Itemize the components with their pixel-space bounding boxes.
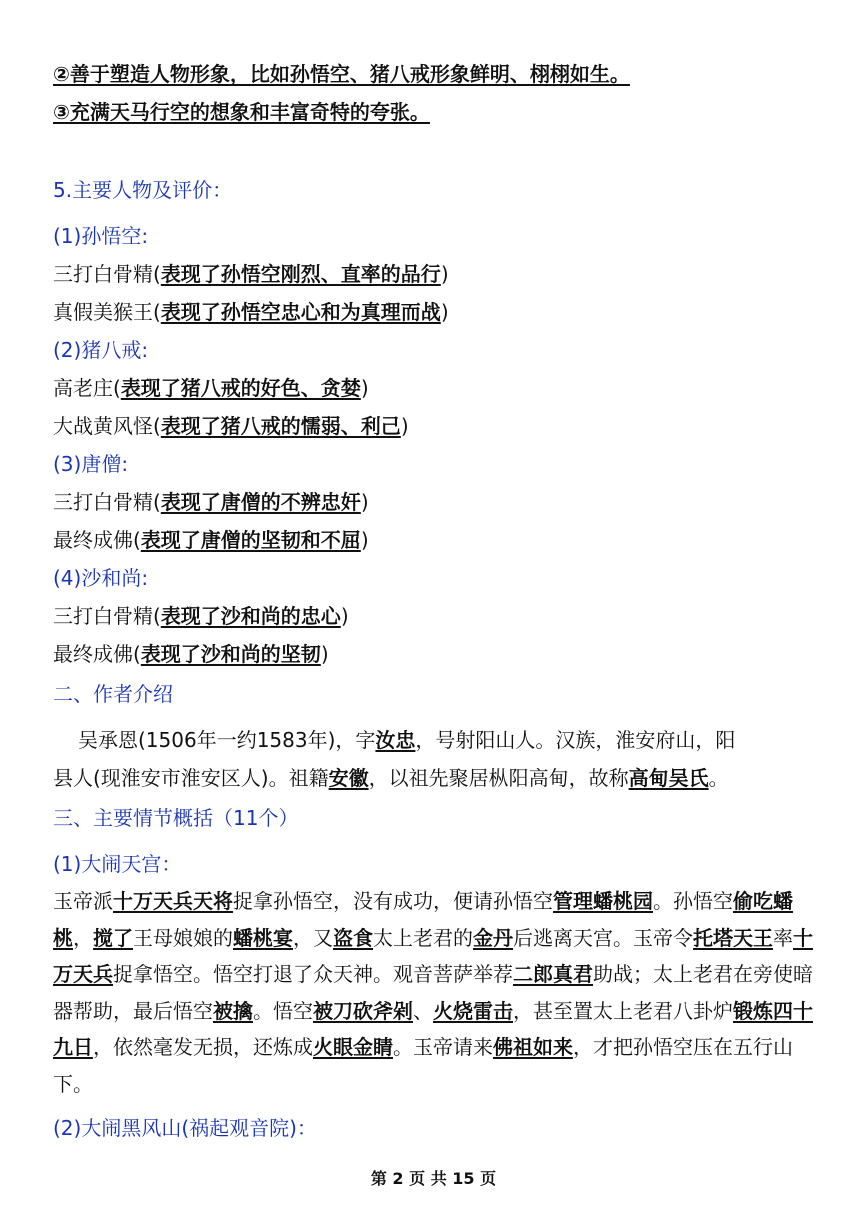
plot-text: 。孙悟空 (653, 889, 733, 913)
feature-line-3: ③充满天马行空的想象和丰富奇特的夸张。 (53, 100, 430, 124)
keyword-underlined: 盗食 (333, 925, 373, 950)
plot-text: 率 (773, 925, 793, 950)
plot-text: 王母娘娘的 (133, 925, 233, 950)
plot-text: 。悟空 (253, 998, 313, 1023)
plot-text: ，依然毫发无损，还炼成 (93, 1035, 313, 1059)
character-item: 三打白骨精(表现了唐僧的不辨忠奸) (53, 490, 369, 514)
section-heading: 二、作者介绍 (53, 682, 173, 706)
character-item: 真假美猴王(表现了孙悟空忠心和为真理而战) (53, 300, 449, 324)
keyword-underlined: 十万天兵天将 (113, 889, 233, 913)
plot-paragraph (53, 883, 823, 1102)
character-name: (2)猪八戒: (53, 338, 149, 362)
keyword-underlined: 托塔天王 (693, 925, 773, 950)
keyword-underlined: 火烧雷击 (433, 998, 513, 1023)
character-item: 三打白骨精(表现了沙和尚的忠心) (53, 604, 349, 628)
character-item: 三打白骨精(表现了孙悟空刚烈、直率的品行) (53, 262, 449, 286)
keyword-underlined: 火眼金睛 (313, 1035, 393, 1059)
keyword-underlined: 二郎真君 (513, 962, 593, 986)
keyword-underlined: 蟠桃宴 (233, 925, 293, 950)
character-item: 大战黄风怪(表现了猪八戒的懦弱、利己) (53, 414, 409, 438)
keyword-underlined: 被刀砍斧剁 (313, 998, 413, 1023)
plot-text: 助战；太上老君在旁使暗器帮助，最后悟空 (53, 962, 813, 1023)
character-item: 最终成佛(表现了沙和尚的坚韧) (53, 642, 329, 666)
character-name: (4)沙和尚: (53, 566, 149, 590)
keyword-underlined: 被擒 (213, 998, 253, 1023)
plot-text: ， (73, 925, 93, 950)
plot-text: 、 (413, 998, 433, 1023)
character-item: 高老庄(表现了猪八戒的好色、贪婪) (53, 376, 369, 400)
plot-text: ，又 (293, 925, 333, 950)
keyword-underlined: 搅了 (93, 925, 133, 950)
character-name: (1)孙悟空: (53, 224, 149, 248)
page-footer: 第 2 页 共 15 页 (370, 1169, 497, 1188)
plot-subheading: (1)大闹天宫： (53, 852, 182, 876)
keyword-underlined: 佛祖如来 (493, 1035, 573, 1059)
plot-text: ，才把孙悟空压在五行山下。 (53, 1035, 793, 1096)
plot-text: 捉拿孙悟空，没有成功，便请孙悟空 (233, 889, 553, 913)
keyword-underlined: 管理蟠桃园 (553, 889, 653, 913)
keyword-underlined: 金丹 (473, 925, 513, 950)
section-heading: 5.主要人物及评价： (53, 178, 233, 202)
plot-text: 太上老君的 (373, 925, 473, 950)
feature-line-2: ②善于塑造人物形象，比如孙悟空、猪八戒形象鲜明、栩栩如生。 (53, 62, 630, 86)
plot-text: ，甚至置太上老君八卦炉 (513, 998, 733, 1023)
plot-text: 后逃离天宫。玉帝令 (513, 925, 693, 950)
author-paragraph-line-2: 县人(现淮安市淮安区人)。祖籍安徽，以祖先聚居枞阳高甸，故称高甸吴氏。 (53, 766, 729, 790)
keyword-underlined: 偷吃蟠桃 (53, 889, 793, 950)
section-heading: 三、主要情节概括（11个） (53, 806, 299, 830)
plot-text: 。玉帝请来 (393, 1035, 493, 1059)
keyword-underlined: 锻炼四十九日 (53, 998, 813, 1059)
author-paragraph-line-1: 吴承恩(1506年一约1583年)，字汝忠，号射阳山人。汉族，淮安府山，阳 (78, 728, 736, 752)
character-name: (3)唐僧: (53, 452, 129, 476)
plot-text: 捉拿悟空。悟空打退了众天神。观音菩萨举荐 (113, 962, 513, 986)
plot-subheading: (2)大闹黑风山(祸起观音院)： (53, 1116, 317, 1140)
plot-text: 玉帝派 (53, 889, 113, 913)
character-item: 最终成佛(表现了唐僧的坚韧和不屈) (53, 528, 369, 552)
keyword-underlined: 十万天兵 (53, 925, 813, 986)
